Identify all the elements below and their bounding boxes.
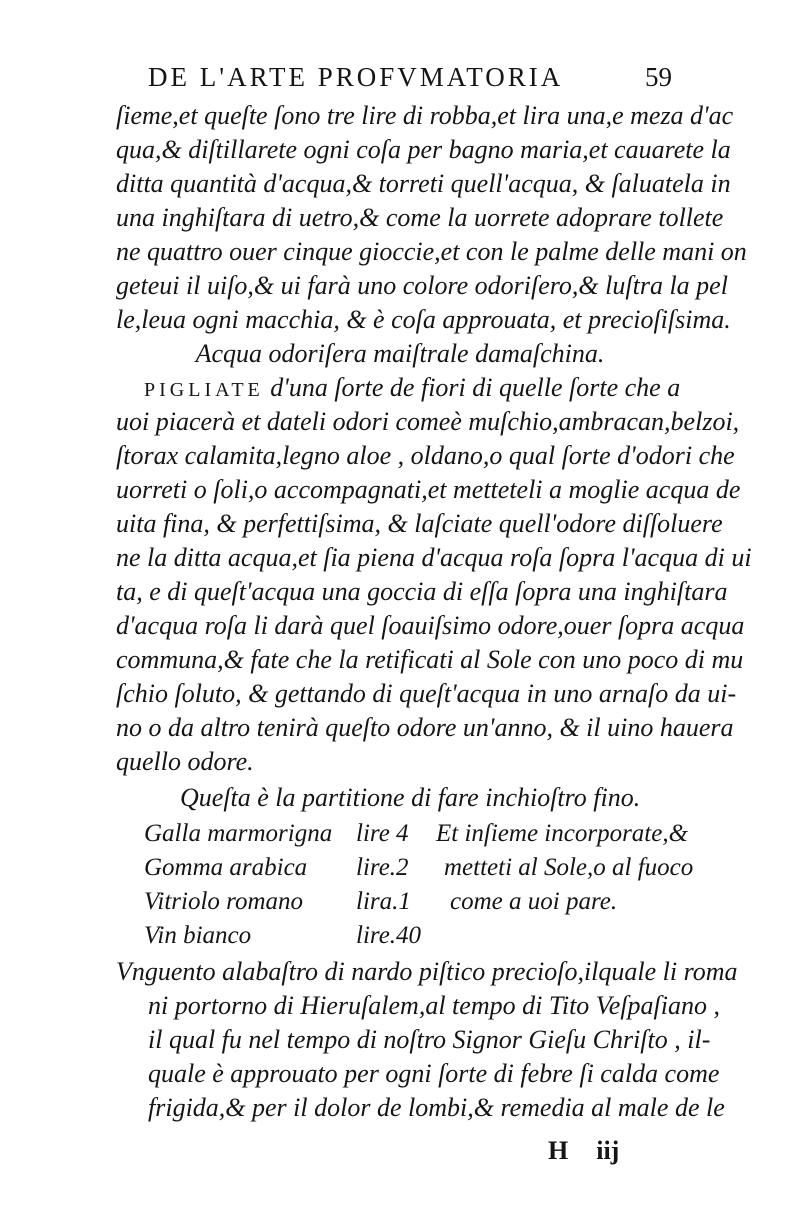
text-line: una inghiſtara di uetro,& come la uorrete adoprare tollete xyxy=(116,203,724,232)
signature-number: iij xyxy=(596,1136,620,1165)
text-line: no o da altro tenirà queſto odore un'anno, & il uino hauera xyxy=(116,713,734,742)
text-line: ne quattro ouer cinque gioccie,et con le palme delle mani on xyxy=(116,237,747,266)
text-line: le,leua ogni macchia, & è coſa approuata, et precioſiſsima. xyxy=(116,305,731,334)
text-line-rest: d'una ſorte de fiori di quelle ſorte che a xyxy=(270,373,681,402)
page-number: 59 xyxy=(645,62,672,92)
text-line: Vnguento alabaſtro di nardo piſtico precioſo,ilquale li roma xyxy=(116,957,738,986)
text-line: uita fina, & perfettiſsima, & laſciate quell'odore diſſoluere xyxy=(116,509,723,538)
ingredient-qty: lire.40 xyxy=(356,922,422,949)
recipe-instruction: come a uoi pare. xyxy=(450,888,618,915)
ingredient-qty: lire 4 xyxy=(356,820,409,847)
recipe-instruction: metteti al Sole,o al fuoco xyxy=(444,854,694,881)
signature-letter: H xyxy=(548,1136,569,1165)
text-line: ſtorax calamita,legno aloe , oldano,o qual ſorte d'odori che xyxy=(116,441,735,470)
text-line: il qual fu nel tempo di noſtro Signor Gieſu Chriſto , il- xyxy=(148,1025,711,1054)
ingredient-qty: lira.1 xyxy=(356,888,411,915)
text-line: qua,& diſtillarete ogni coſa per bagno maria,et cauarete la xyxy=(116,135,731,164)
text-line: ditta quantità d'acqua,& torreti quell'acqua, & ſaluatela in xyxy=(116,169,731,198)
text-line: ni portorno di Hieruſalem,al tempo di Tito Veſpaſiano , xyxy=(148,991,720,1020)
text-line: ſieme,et queſte ſono tre lire di robba,et lira una,e meza d'ac xyxy=(116,101,734,130)
lead-word: PIGLIATE xyxy=(144,379,264,401)
page-header xyxy=(148,62,688,98)
text-line: uorreti o ſoli,o accompagnati,et metteteli a moglie acqua de xyxy=(116,475,741,504)
text-line: quale è approuato per ogni ſorte di febre ſi calda come xyxy=(148,1059,720,1088)
text-line: ſchio ſoluto, & gettando di queſt'acqua in uno arnaſo da ui- xyxy=(116,679,737,708)
text-line: uoi piacerà et dateli odori comeè muſchio,ambracan,belzoi, xyxy=(116,407,740,436)
ingredient-name: Vin bianco xyxy=(144,922,252,949)
text-line-first xyxy=(144,372,680,406)
text-line: communa,& fate che la retificati al Sole con uno poco di mu xyxy=(116,645,744,674)
text-line: d'acqua roſa li darà quel ſoauiſsimo odore,ouer ſopra acqua xyxy=(116,611,745,640)
signature-mark xyxy=(548,1136,619,1166)
text-line: quello odore. xyxy=(116,747,254,776)
text-line: geteui il uiſo,& ui farà uno colore odoriſero,& luſtra la pel xyxy=(116,271,728,300)
text-line: ta, e di queſt'acqua una goccia di eſſa ſopra una inghiſtara xyxy=(116,577,728,606)
running-title: DE L'ARTE PROFVMATORIA xyxy=(148,62,564,92)
ingredient-qty: lire.2 xyxy=(356,854,409,881)
section-heading: Queſta è la partitione di fare inchioſtro fino. xyxy=(180,783,641,812)
recipe-instruction: Et inſieme incorporate,& xyxy=(436,820,689,847)
ingredient-name: Gomma arabica xyxy=(144,854,308,881)
ingredient-name: Vitriolo romano xyxy=(144,888,304,915)
ingredient-name: Galla marmorigna xyxy=(144,820,333,847)
section-heading: Acqua odoriſera maiſtrale damaſchina. xyxy=(195,339,605,368)
text-line: ne la ditta acqua,et ſia piena d'acqua roſa ſopra l'acqua di ui xyxy=(116,543,752,572)
text-line: frigida,& per il dolor de lombi,& remedia al male de le xyxy=(148,1093,725,1122)
